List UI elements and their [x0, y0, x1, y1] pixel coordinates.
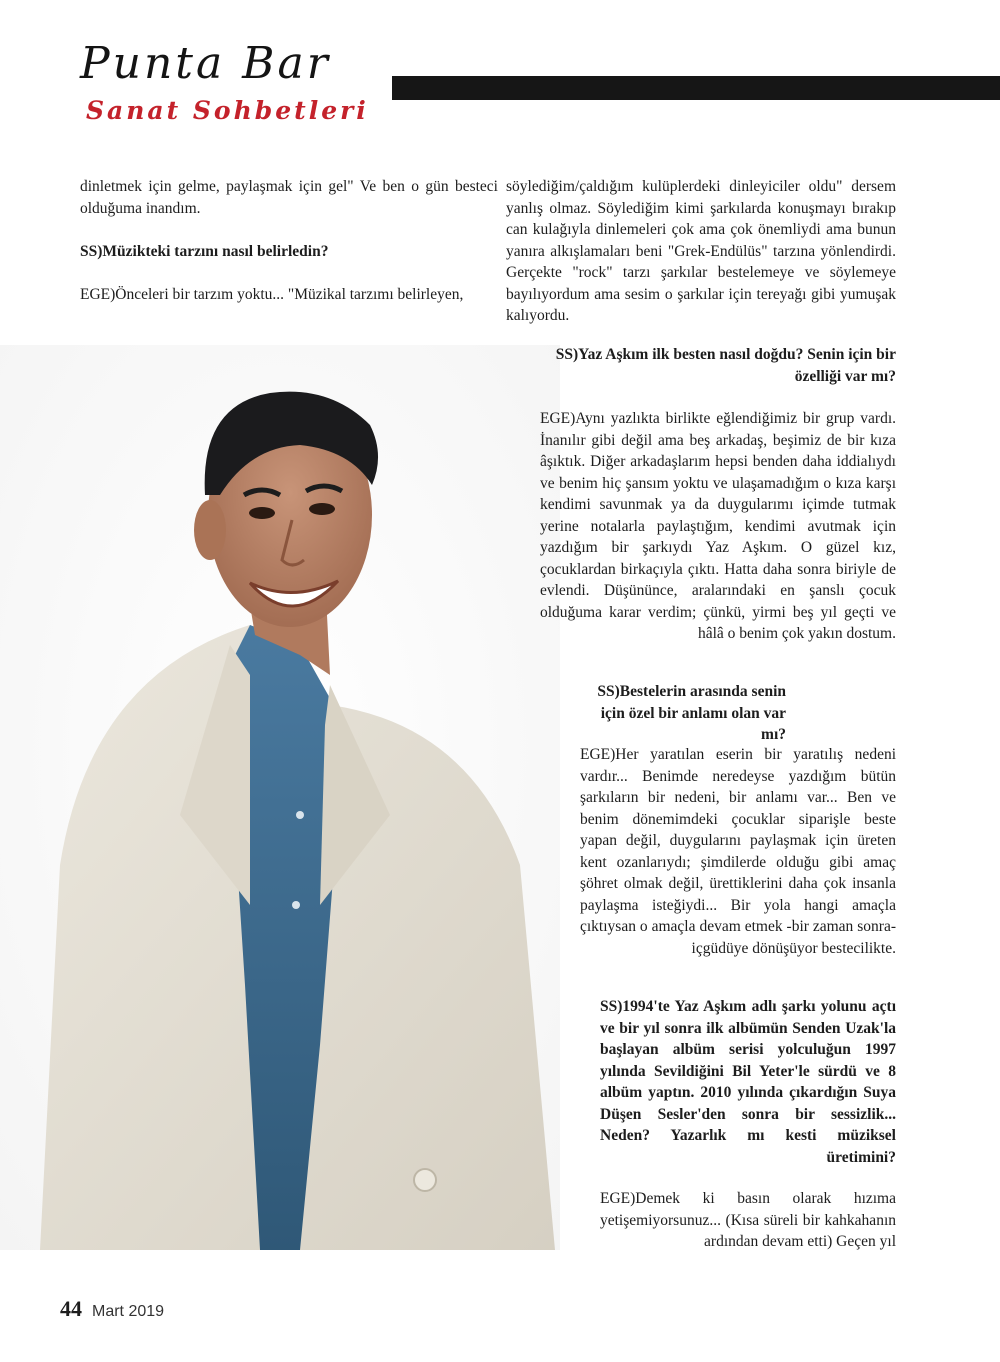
header-rule-bar [392, 76, 1000, 100]
portrait-photo [0, 345, 560, 1250]
page-number: 44 [60, 1296, 82, 1321]
paragraph: söylediğim/çaldığım kulüplerdeki dinleyiciler oldu" dersem yanlış olmaz. Söylediğim kimi şarkılarda konuşmayı bırakıp can kulağıyla dinlemeleri çok ama çok önemliydi ama bunun yanıra alkışlamaları beni "Grek-Endülüs" tarzına yönlendirdi. Gerçekte "rock" tarzı şarkılar bestelemeye ve söylemeye bayılıyordum ama sesim o şarkılar için tereyağı gibi yumuşak kalıyordu. [506, 178, 896, 324]
masthead [80, 38, 380, 138]
answer-paragraph: EGE)Demek ki basın olarak hızıma yetişemiyorsunuz... (Kısa süreli bir kahkahanın ardından devam etti) Geçen yıl [600, 1190, 896, 1250]
right-column-top [506, 176, 896, 327]
answer-paragraph: EGE)Önceleri bir tarzım yoktu... "Müzikal tarzımı belirleyen, [80, 285, 464, 303]
question-heading: SS)Yaz Aşkım ilk besten nasıl doğdu? Senin için bir özelliği var mı? [555, 346, 896, 385]
brand-title: Punta Bar [80, 38, 331, 89]
page-footer [60, 1296, 164, 1322]
left-column-top [80, 176, 498, 305]
issue-date: Mart 2019 [92, 1303, 165, 1320]
question-heading: SS)Müzikteki tarzını nasıl belirledin? [80, 242, 329, 260]
paragraph: dinletmek için gelme, paylaşmak için gel" Ve ben o gün besteci olduğuma inandım. [80, 178, 498, 217]
brand-subtitle: Sanat Sohbetleri [86, 96, 369, 125]
answer-paragraph: EGE)Aynı yazlıkta birlikte eğlendiğimiz bir grup vardı. İnanılır gibi değil ama beş arkadaş, beşimiz de bir kıza âşıktık. Diğer arkadaşlarım hepsi benden daha iddialıydı ve benim hiç şansım yoktu ve ulaşamadığım o kıza karşı kendimi savunmak ya da duygularımı içimde tutmak yerine notalarla paylaştığım, kendimi avutmak için yazdığım bir şarkıydı Yaz Aşkım. O güzel kız, çocuklardan birkaçıyla çıktı. Hatta daha sonra biriyle de evlendi. Düşününce, aralarındaki en şanslı çocuk olduğuma karar verdim; çünkü, yirmi beş yıl geçti ve hâlâ o benim çok yakın dostum. [540, 410, 896, 642]
question-heading: SS)1994'te Yaz Aşkım adlı şarkı yolunu açtı ve bir yıl sonra ilk albümün Senden Uzak'la başlayan albüm serisi yolculuğun 1997 yılında Sevildiğini Bil Yeter'le sürdü ve 8 albüm yaptın. 2010 yılında çıkardığın Suya Düşen Sesler'den sonra bir sessizlik... Neden? Yazarlık mı kesti müziksel üretimini? [600, 998, 896, 1166]
question-heading: SS)Bestelerin arasında senin için özel bir anlamı olan var mı? [597, 683, 786, 743]
answer-paragraph: EGE)Her yaratılan eserin bir yaratılış nedeni vardır... Benimde neredeyse yazdığım bütün şarkıların bir nedeni, bir anlamı var... Ben ve benim dönemimdeki çocuklar siparişle beste yapan değil, duygularını paylaşmak için üreten kent ozanlarıydı; şimdilerde olduğu gibi amaç şöhret olmak değil, ürettiklerini daha çok insanla paylaşma isteğiydi... Bir yola hangi amaçla çıktıysan o amaçla devam etmek -bir zaman sonra- içgüdüye dönüşüyor bestecilikte. [580, 746, 896, 957]
